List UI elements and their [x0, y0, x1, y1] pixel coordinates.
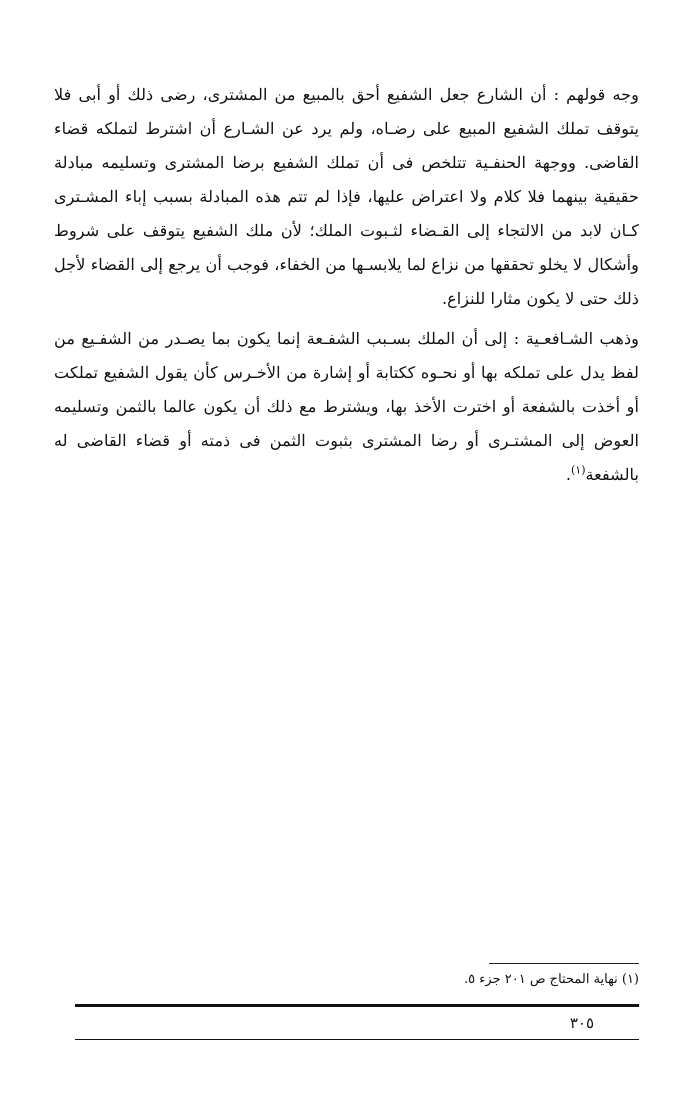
footnote: (١) نهاية المحتاج ص ٢٠١ جزء ٥.	[464, 972, 639, 987]
body-text	[54, 78, 639, 492]
footer-rule-thick	[75, 1004, 639, 1007]
paragraph-shafii-view: وذهب الشـافعـية : إلى أن الملك بسـبب الشفـعة إنما يكون بما يصـدر من الشفـيع من لفظ يدل على تملكه بها أو نحـوه ككتابة أو إشارة من الأخـرس كأن يقول الشفيع تملكت أو أخذت بالشفعة أو اخترت الأخذ بها، ويشترط مع ذلك أن يكون عالما بالثمن وتسليمه العوض إلى المشتـرى أو رضا المشترى بثبوت الثمن فى ذمته أو قضاء القاضى له بالشفعة$^{(١)}$.	[54, 329, 639, 484]
paragraph-text: وجه قولهم : أن الشارع جعل الشفيع أحق بالمبيع من المشترى، رضى ذلك أو أبى فلا يتوقف تملك الشفيع المبيع على رضـاه، ولم يرد عن الشـارع أن اشترط لتملكه قضاء القاضى. ووجهة الحنفـية تتلخص فى أن تملك الشفيع برضا المشترى وتسليمه مبادلة حقيقية بينهما فلا كلام ولا اعتراض عليها، فإذا لم تتم هذه المبادلة بسبب إباء المشـترى كـان لابد من الالتجاء إلى القـضاء لثـبوت الملك؛ لأن ملك الشفيع يتوقف على شروط وأشكال لا يخلو تحققها من نزاع لما يلابسـها من الخفاء، فوجب أن يرجع إلى القضاء لأجل ذلك حتى لا يكون مثارا للنزاع.	[54, 85, 639, 308]
footer-rule-thin	[75, 1039, 639, 1040]
footnote-reference: (١)	[570, 463, 586, 477]
page-number: ٣٠٥	[569, 1014, 594, 1032]
paragraph-hanafi-view	[54, 78, 639, 316]
footnote-separator	[489, 963, 639, 964]
paragraph-text: وذهب الشـافعـية : إلى أن الملك بسـبب الشفـعة إنما يكون بما يصـدر من الشفـيع من لفظ يدل على تملكه بها أو نحـوه ككتابة أو إشارة من الأخـرس كأن يقول الشفيع تملكت أو أخذت بالشفعة أو اخترت الأخذ بها، ويشترط مع ذلك أن يكون عالما بالثمن وتسليمه العوض إلى المشتـرى أو رضا المشترى بثبوت الثمن فى ذمته أو قضاء القاضى له بالشفعة	[54, 329, 639, 484]
